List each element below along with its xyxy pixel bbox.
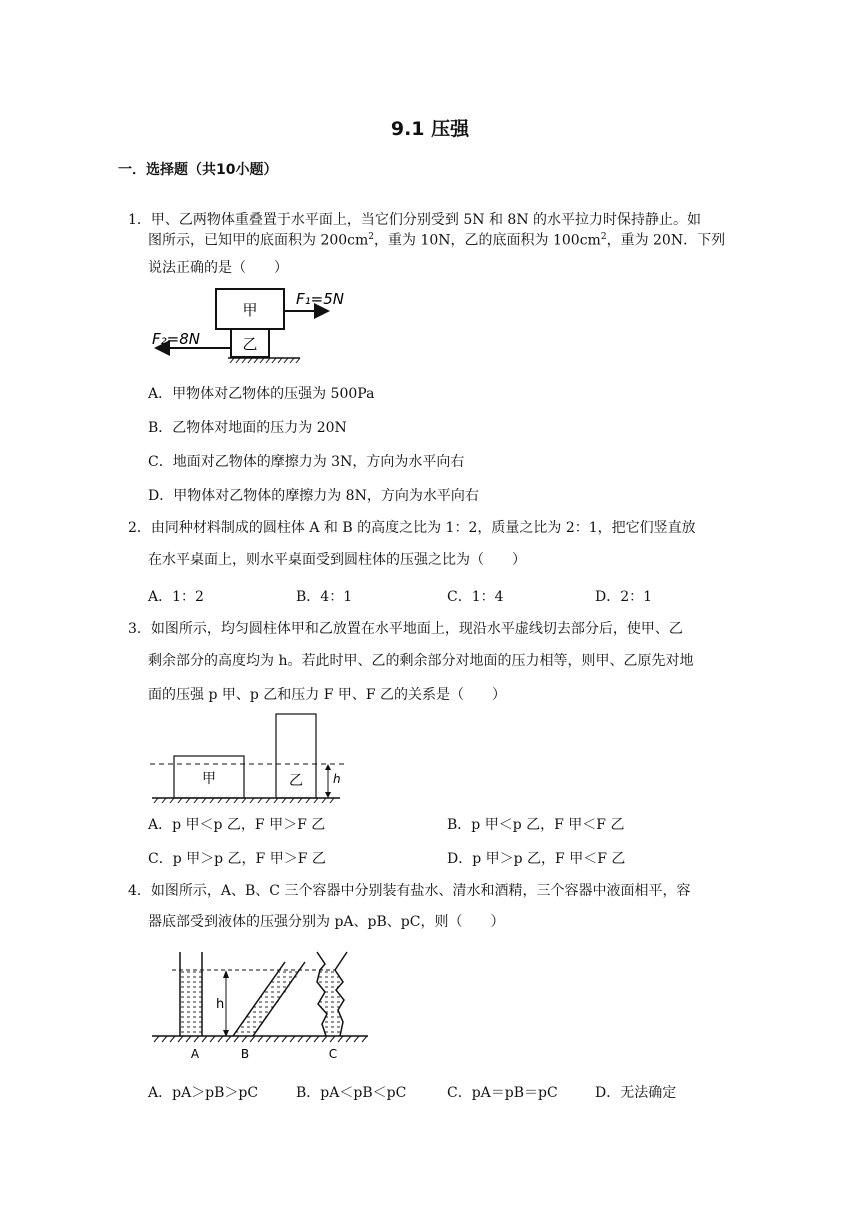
q3-option-c: C．p 甲＞p 乙，F 甲＞F 乙 bbox=[148, 851, 326, 867]
q3-line3: 面的压强 p 甲、p 乙和压力 F 甲、F 乙的关系是（ ） bbox=[148, 687, 507, 703]
q1-option-a: A．甲物体对乙物体的压强为 500Pa bbox=[148, 386, 375, 402]
label-h: h bbox=[216, 997, 225, 1012]
q1-figure bbox=[148, 284, 368, 364]
q2-line1: 2．由同种材料制成的圆柱体 A 和 B 的高度之比为 1：2，质量之比为 2：1，把它们竖直放 bbox=[128, 520, 696, 536]
q1-line3: 说法正确的是（ ） bbox=[148, 260, 288, 276]
page-title: 9.1 压强 bbox=[390, 118, 470, 140]
q4-line2: 器底部受到液体的压强分别为 pA、pB、pC，则（ ） bbox=[148, 914, 505, 930]
q1-line1: 1．甲、乙两物体重叠置于水平面上，当它们分别受到 5N 和 8N 的水平拉力时保持静止。如 bbox=[128, 212, 702, 228]
section-heading: 一．选择题（共10小题） bbox=[118, 162, 278, 178]
label-jia: 甲 bbox=[242, 301, 258, 319]
q4-line1: 4．如图所示，A、B、C 三个容器中分别装有盐水、清水和酒精，三个容器中液面相平，容 bbox=[128, 883, 691, 899]
container-a-liquid bbox=[180, 970, 202, 1036]
q3-line1: 3．如图所示，均匀圆柱体甲和乙放置在水平地面上，现沿水平虚线切去部分后，使甲、乙 bbox=[128, 621, 683, 637]
q2-option-d: D．2：1 bbox=[595, 589, 653, 605]
label-h: h bbox=[333, 772, 341, 786]
q1-option-d: D．甲物体对乙物体的摩擦力为 8N，方向为水平向右 bbox=[148, 488, 479, 504]
q4-figure bbox=[150, 950, 372, 1062]
q2-option-c: C．1：4 bbox=[447, 589, 504, 605]
q4-option-d: D．无法确定 bbox=[595, 1085, 677, 1101]
label-f1: F₁=5N bbox=[296, 290, 344, 308]
container-c-liquid bbox=[317, 970, 344, 1036]
label-c: C bbox=[328, 1047, 338, 1061]
label-a: A bbox=[190, 1047, 200, 1061]
q3-option-d: D．p 甲＞p 乙，F 甲＜F 乙 bbox=[447, 851, 626, 867]
label-yi: 乙 bbox=[289, 773, 303, 789]
q2-line2: 在水平桌面上，则水平桌面受到圆柱体的压强之比为（ ） bbox=[148, 552, 526, 568]
label-f2: F₂=8N bbox=[152, 330, 200, 348]
q3-option-b: B．p 甲＜p 乙，F 甲＜F 乙 bbox=[447, 817, 625, 833]
q2-option-a: A．1：2 bbox=[148, 589, 204, 605]
q3-figure bbox=[148, 712, 348, 804]
q3-line2: 剩余部分的高度均为 h。若此时甲、乙的剩余部分对地面的压力相等，则甲、乙原先对地 bbox=[148, 653, 694, 669]
q1-line2: 图所示，已知甲的底面积为 $200cm^2$，重为 10N，乙的底面积为 $100cm^2$，重为 20N．下列 bbox=[148, 232, 726, 249]
q4-option-a: A．pA＞pB＞pC bbox=[148, 1085, 259, 1101]
label-yi: 乙 bbox=[242, 335, 258, 353]
q1-option-c: C．地面对乙物体的摩擦力为 3N，方向为水平向右 bbox=[148, 454, 465, 470]
q4-option-b: B．pA＜pB＜pC bbox=[296, 1085, 407, 1101]
label-jia: 甲 bbox=[202, 771, 216, 787]
q2-option-b: B．4：1 bbox=[296, 589, 353, 605]
q4-option-c: C．pA＝pB＝pC bbox=[447, 1085, 558, 1101]
q1-option-b: B．乙物体对地面的压力为 20N bbox=[148, 420, 347, 436]
q3-option-a: A．p 甲＜p 乙，F 甲＞F 乙 bbox=[148, 817, 326, 833]
label-b: B bbox=[240, 1047, 250, 1061]
